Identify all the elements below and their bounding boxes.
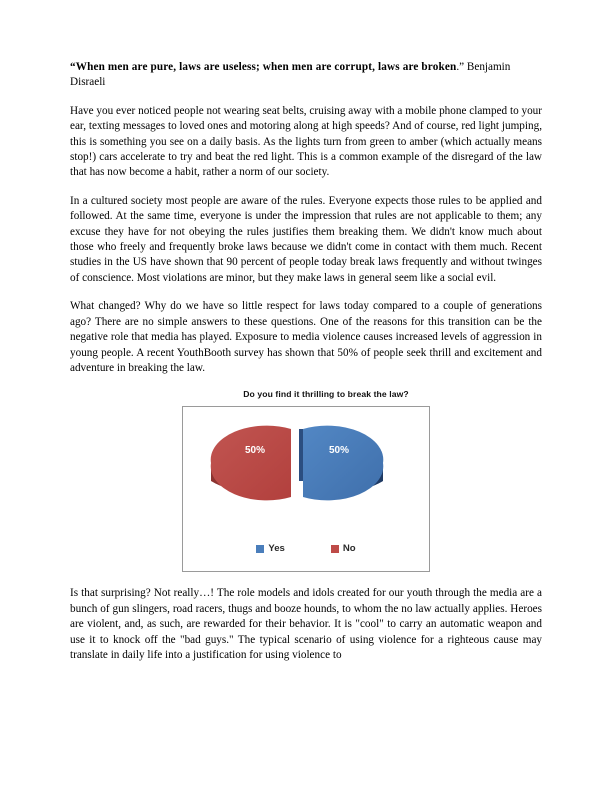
- pie-slice-yes: [299, 426, 383, 501]
- chart-frame: [182, 406, 430, 572]
- legend-swatch-yes-icon: [256, 545, 264, 553]
- pie-chart-graphic: [183, 407, 429, 539]
- pie-chart-svg: [183, 407, 429, 539]
- legend-item-no[interactable]: [331, 544, 356, 554]
- pie-slice-no: [211, 426, 291, 501]
- epigraph-quote: [70, 60, 542, 91]
- pie-slice-no-top: [211, 426, 291, 501]
- paragraph-closing: Is that surprising? Not really…! The role models and idols created for our youth through the media are a bunch of gun slingers, road racers, thugs and booze hounds, to whom the no law actually applies. Heroes are violent, and, as such, are rewarded for their behavior. It is "cool" to carry an automatic weapon and use it to knock off the "bad guys." The typical scenario of using violence for a righteous cause may translate in daily life into a justification for using violence to: [70, 587, 542, 661]
- quote-bold-text: “When men are pure, laws are useless; when men are corrupt, laws are broken: [70, 61, 457, 73]
- quote-attribution: .” Benjamin Disraeli: [70, 61, 511, 89]
- paragraph-2: In a cultured society most people are aware of the rules. Everyone expects those rules to be applied and followed. At the same time, everyone is under the impression that rules are not applicable to them; any excuse they have for not obeying the rules justifies them breaking them. We didn't know much about those who freely and frequently broke laws because we didn't come in contact with them much. Recent studies in the US have shown that 90 percent of people today break laws frequently and without twinges of conscience. Most violations are minor, but they make laws in general seem like a social evil.: [70, 194, 542, 284]
- pie-slice-yes-cut: [299, 429, 303, 481]
- legend-label-yes: Yes: [268, 542, 285, 554]
- pie-chart-block: [70, 389, 542, 572]
- legend-label-no: No: [342, 542, 356, 554]
- chart-title: Do you find it thrilling to break the law?: [243, 389, 409, 400]
- paragraph-3: What changed? Why do we have so little respect for laws today compared to a couple of generations ago? There are no simple answers to these questions. One of the reasons for this transition can be the negative role that media has played. Exposure to media violence causes increased levels of aggression in young people. A recent YouthBooth survey has shown that 50% of people seek thrill and excitement and adventure in breaking the law.: [70, 300, 542, 374]
- pie-label-no: 50%: [244, 445, 266, 457]
- legend-item-yes[interactable]: [256, 544, 285, 554]
- legend-swatch-no-icon: [331, 545, 339, 553]
- pie-label-yes: 50%: [328, 445, 350, 457]
- chart-legend: [183, 544, 429, 554]
- document-content: [70, 60, 542, 676]
- paragraph-1: Have you ever noticed people not wearing seat belts, cruising away with a mobile phone clamped to your ear, texting messages to loved ones and motoring along at high speeds? And of course, red light jumping, this is something you see on a daily basis. As the lights turn from green to amber (which actually means stop!) cars accelerate to try and beat the red light. This is a common example of the disregard of the law that has now become a habit, rather a norm of our society.: [70, 104, 542, 179]
- pie-slice-yes-top: [303, 426, 383, 501]
